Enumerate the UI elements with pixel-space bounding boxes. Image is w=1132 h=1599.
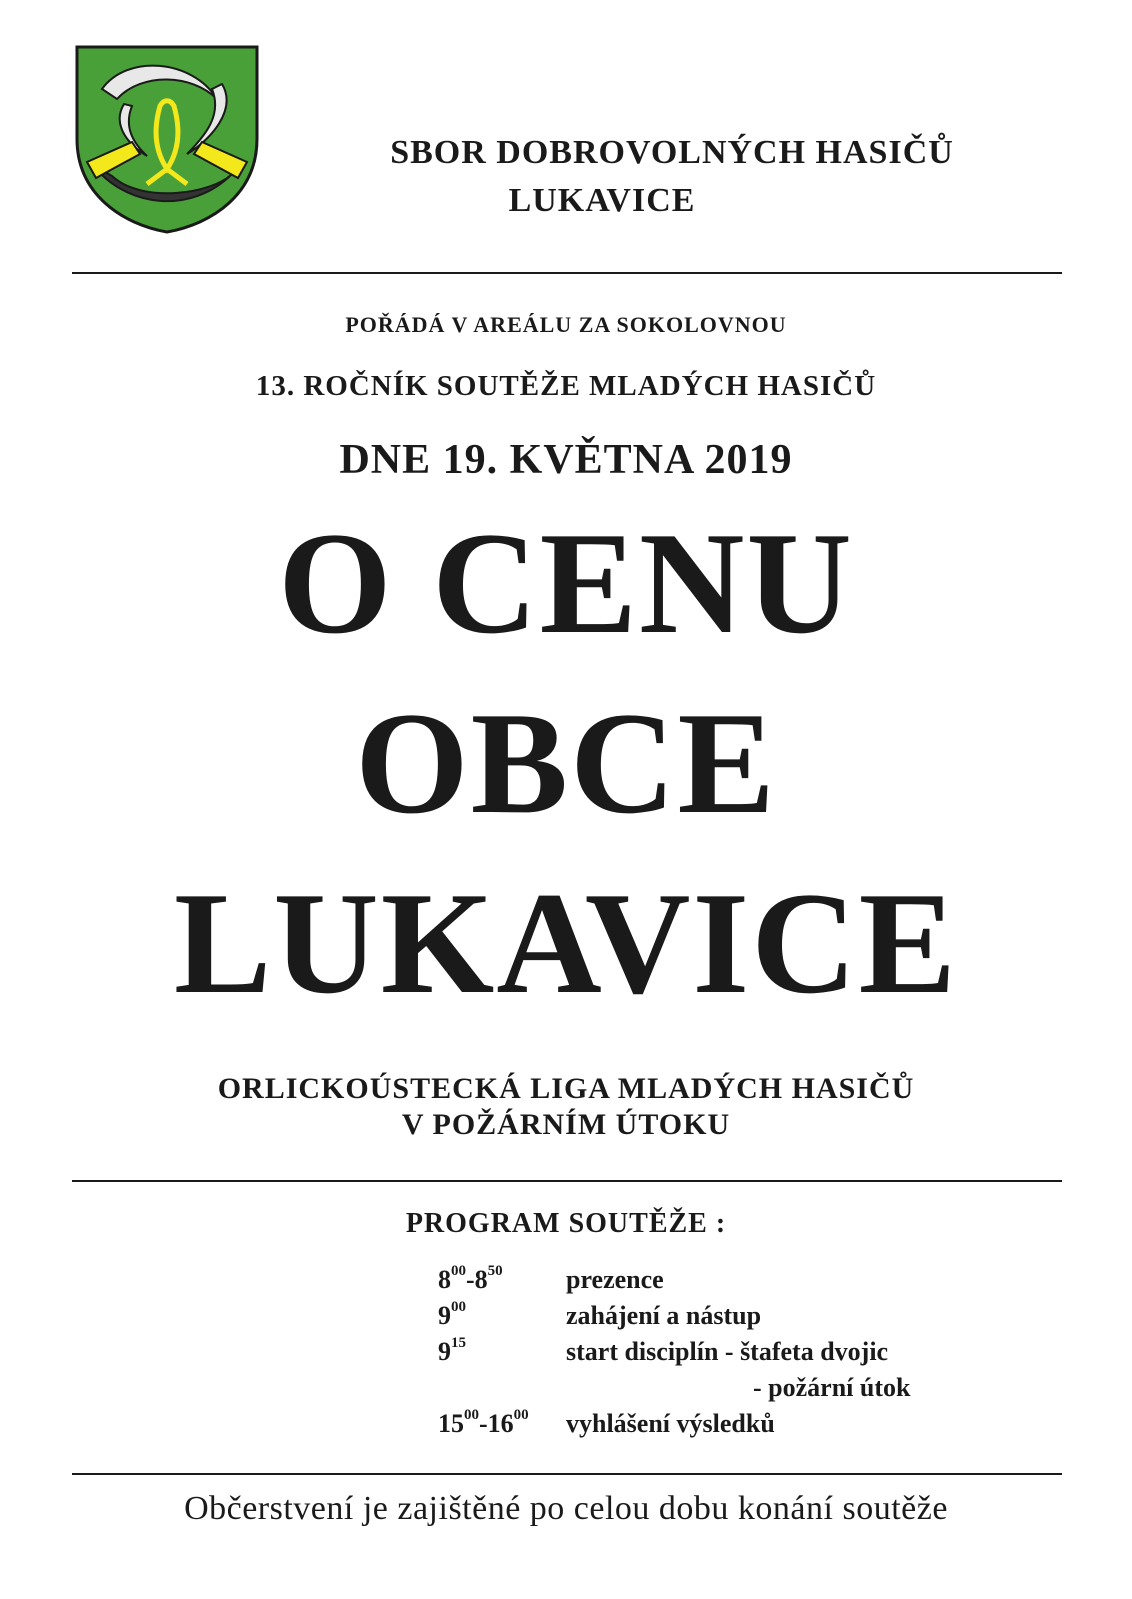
organization-village: LUKAVICE: [508, 182, 696, 219]
program-schedule: [438, 1262, 998, 1442]
schedule-row: [438, 1262, 998, 1298]
venue-line: POŘÁDÁ V AREÁLU ZA SOKOLOVNOU: [345, 312, 787, 337]
schedule-activity: zahájení a nástup: [566, 1301, 762, 1330]
divider: [72, 1473, 1062, 1475]
divider: [72, 272, 1062, 274]
schedule-row: [438, 1334, 998, 1370]
schedule-row: [438, 1370, 998, 1406]
schedule-time: $8^{00}-8^{50}$: [438, 1263, 503, 1294]
schedule-time: $9^{00}$: [438, 1299, 466, 1330]
schedule-row: [438, 1406, 998, 1442]
headline-line-2: OBCE: [355, 682, 777, 844]
schedule-activity: prezence: [566, 1265, 664, 1294]
schedule-row: [438, 1298, 998, 1334]
village-crest-icon: [72, 44, 262, 234]
organization-name: SBOR DOBROVOLNÝCH HASIČŮ: [390, 134, 954, 171]
divider: [72, 1180, 1062, 1182]
headline-line-1: O CENU: [278, 502, 854, 664]
league-line-1: ORLICKOÚSTECKÁ LIGA MLADÝCH HASIČŮ: [217, 1072, 915, 1105]
refreshments-note: Občerstvení je zajištěné po celou dobu konání soutěže: [184, 1490, 948, 1527]
schedule-activity: vyhlášení výsledků: [566, 1409, 775, 1438]
headline-line-3: LUKAVICE: [173, 862, 959, 1024]
league-line-2: V POŽÁRNÍM ÚTOKU: [401, 1108, 731, 1141]
schedule-time: $9^{15}$: [438, 1335, 466, 1366]
schedule-activity: - požární útok: [753, 1373, 911, 1402]
schedule-time: $15^{00}-16^{00}$: [438, 1407, 529, 1438]
program-title: PROGRAM SOUTĚŽE :: [405, 1208, 727, 1239]
edition-line: 13. ROČNÍK SOUTĚŽE MLADÝCH HASIČŮ: [255, 370, 877, 402]
schedule-activity: start disciplín - štafeta dvojic: [566, 1337, 889, 1366]
event-date: DNE 19. KVĚTNA 2019: [339, 437, 793, 483]
